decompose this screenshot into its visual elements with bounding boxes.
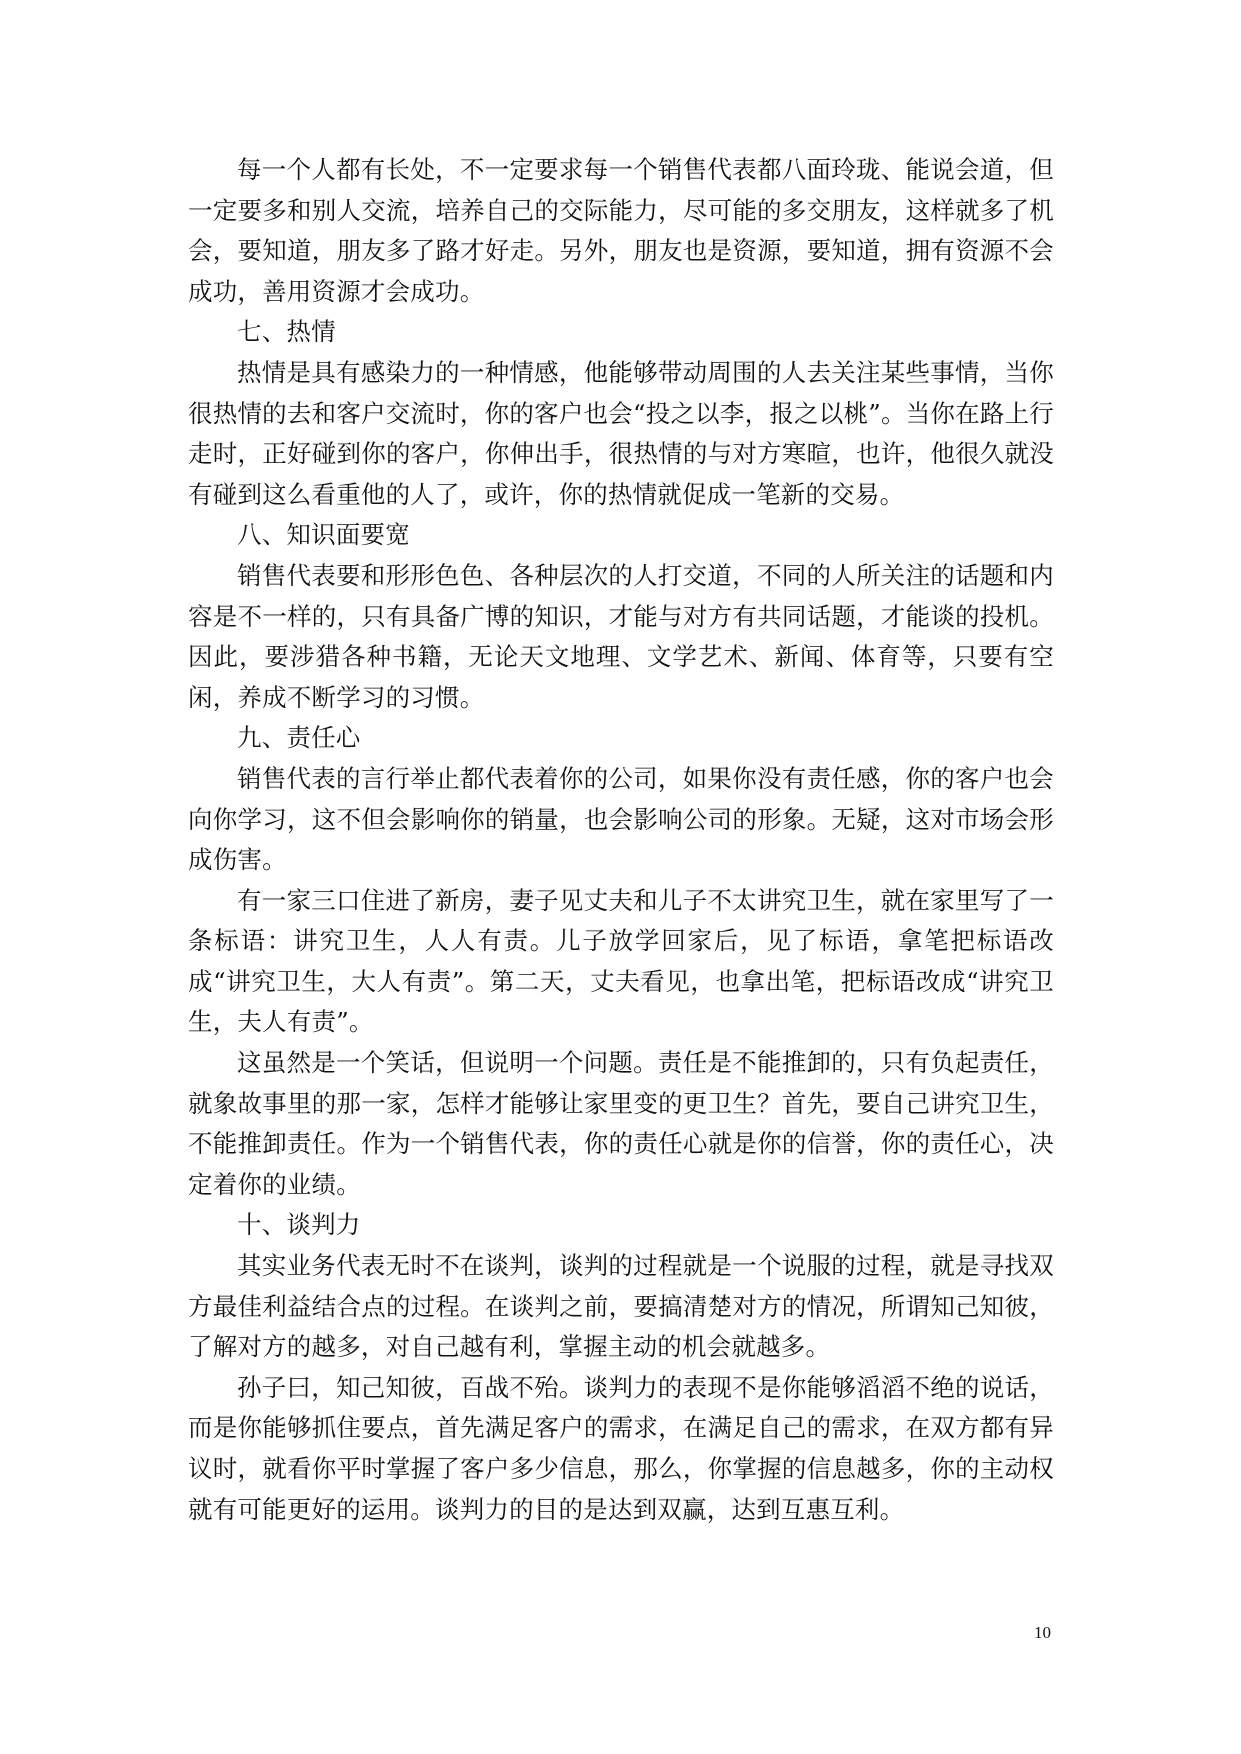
- paragraph-knowledge: 销售代表要和形形色色、各种层次的人打交道，不同的人所关注的话题和内容是不一样的，只有具备广博的知识，才能与对方有共同话题，才能谈的投机。因此，要涉猎各种书籍，无论天文地理、文学艺术、新闻、体育等，只要有空闲，养成不断学习的习惯。: [188, 560, 1054, 712]
- section-heading-enthusiasm: 七、热情: [237, 317, 336, 347]
- page-body: [188, 150, 1054, 1530]
- paragraph-family-story: 有一家三口住进了新房，妻子见丈夫和儿子不太讲究卫生，就在家里写了一条标语：讲究卫生，人人有责。儿子放学回家后，见了标语，拿笔把标语改成“讲究卫生，大人有责”。第二天，丈夫看见，也拿出笔，把标语改成“讲究卫生，夫人有责”。: [188, 885, 1054, 1037]
- section-heading-responsibility: 九、责任心: [237, 723, 361, 753]
- paragraph-responsibility: 销售代表的言行举止都代表着你的公司，如果你没有责任感，你的客户也会向你学习，这不但会影响你的销量，也会影响公司的形象。无疑，这对市场会形成伤害。: [188, 763, 1054, 875]
- paragraph-friends: 每一个人都有长处，不一定要求每一个销售代表都八面玲珑、能说会道，但一定要多和别人交流，培养自己的交际能力，尽可能的多交朋友，这样就多了机会，要知道，朋友多了路才好走。另外，朋友也是资源，要知道，拥有资源不会成功，善用资源才会成功。: [188, 155, 1054, 306]
- paragraph-story-lesson: 这虽然是一个笑话，但说明一个问题。责任是不能推卸的，只有负起责任，就象故事里的那一家，怎样才能够让家里变的更卫生？首先，要自己讲究卫生，不能推卸责任。作为一个销售代表，你的责任心就是你的信誉，你的责任心，决定着你的业绩。: [188, 1048, 1054, 1199]
- section-heading-negotiation: 十、谈判力: [237, 1210, 361, 1240]
- paragraph-enthusiasm: 热情是具有感染力的一种情感，他能够带动周围的人去关注某些事情，当你很热情的去和客户交流时，你的客户也会“投之以李，报之以桃”。当你在路上行走时，正好碰到你的客户，你伸出手，很热情的与对方寒暄，也许，他很久就没有碰到这么看重他的人了，或许，你的热情就促成一笔新的交易。: [188, 357, 1054, 509]
- paragraph-sunzi: 孙子曰，知己知彼，百战不殆。谈判力的表现不是你能够滔滔不绝的说话，而是你能够抓住要点，首先满足客户的需求，在满足自己的需求，在双方都有异议时，就看你平时掌握了客户多少信息，那么，你掌握的信息越多，你的主动权就有可能更好的运用。谈判力的目的是达到双赢，达到互惠互利。: [188, 1372, 1054, 1524]
- section-heading-knowledge: 八、知识面要宽: [237, 520, 410, 550]
- paragraph-negotiation: 其实业务代表无时不在谈判，谈判的过程就是一个说服的过程，就是寻找双方最佳利益结合点的过程。在谈判之前，要搞清楚对方的情况，所谓知己知彼，了解对方的越多，对自己越有利，掌握主动的机会就越多。: [188, 1251, 1054, 1362]
- page-number: 10: [1034, 1623, 1051, 1642]
